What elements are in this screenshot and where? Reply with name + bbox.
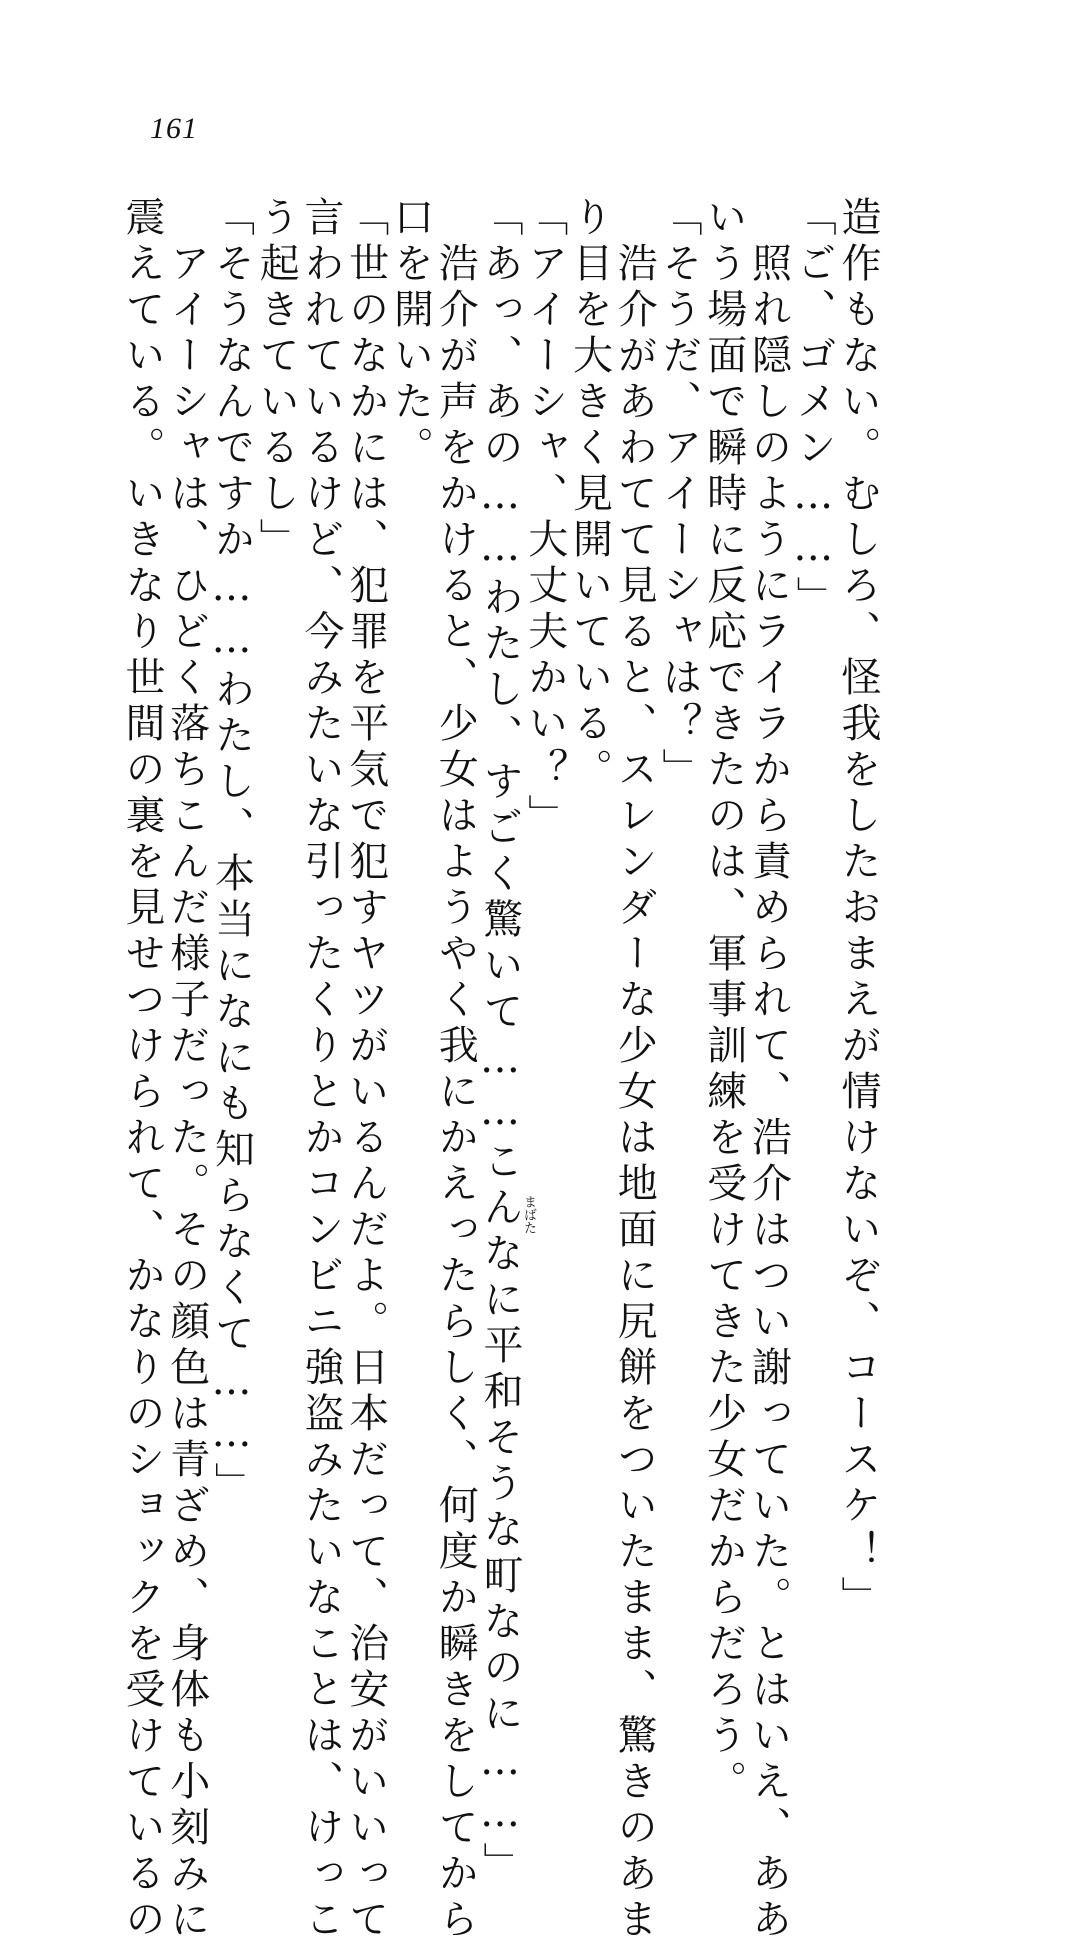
text-line: 「あっ、あの……わたし、すごく驚いて……こんなに平和そうな町なのに……」: [477, 196, 523, 1888]
text-line: 「そうなんですか……わたし、本当になにも知らなくて……」: [208, 196, 255, 1508]
text-line: う起きているし」: [253, 196, 300, 564]
text-line: いう場面で瞬時に反応できたのは、軍事訓練を受けてきた少女だからだろう。: [700, 196, 747, 1806]
text-line: アイーシャは、ひどく落ちこんだ様子だった。その顔色は青ざめ、身体も小刻みに: [163, 196, 210, 1944]
text-line: 浩介が声をかけると、少女はようやく我にかえったらしく、何度か瞬きをしてから: [432, 196, 479, 1944]
text-line: 「そうだ、アイーシャは？」: [656, 196, 702, 794]
text-line: 浩介があわてて見ると、スレンダーな少女は地面に尻餅をついたまま、驚きのあま: [611, 196, 658, 1944]
body-text: [118, 196, 881, 1944]
ruby-reading: まばた: [521, 1195, 536, 1234]
text-line: 「ご、ゴメン……」: [790, 196, 837, 622]
text-line: 照れ隠しのようにライラから責められて、浩介はつい謝っていた。とはいえ、ああ: [745, 196, 792, 1944]
page-number: 161: [150, 112, 198, 145]
text-line: 震えている。いきなり世間の裏を見せつけられて、かなりのショックを受けているの: [119, 196, 165, 1944]
text-line: 「アイーシャ、大丈夫かい？」: [521, 196, 568, 840]
text-line: 「世のなかには、犯罪を平気で犯すヤツがいるんだよ。日本だって、治安がいいって: [342, 196, 389, 1944]
text-line: り目を大きく見開いている。: [566, 196, 613, 794]
text-line: 造作もない。むしろ、怪我をしたおまえが情けないぞ、コースケ！」: [835, 196, 881, 1622]
text-line: 言われているけど、今みたいな引ったくりとかコンビニ強盗みたいなことは、けっこ: [298, 196, 344, 1944]
text-line: 口を開いた。: [387, 196, 434, 472]
